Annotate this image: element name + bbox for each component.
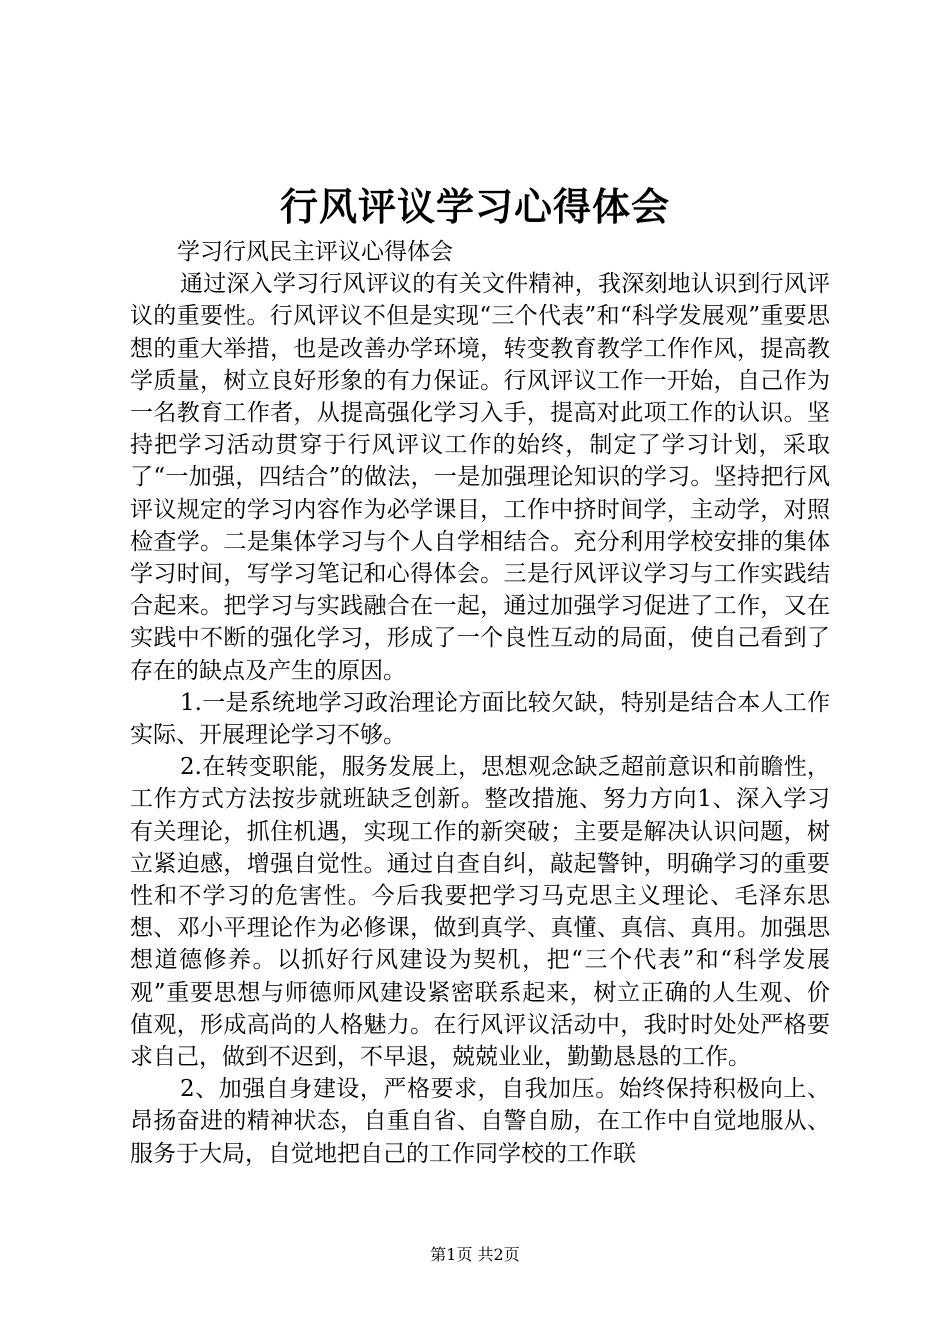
- document-title: 行风评议学习心得体会: [279, 184, 670, 229]
- body-paragraph: 1.一是系统地学习政治理论方面比较欠缺，特别是结合本人工作实际、开展理论学习不够。: [130, 689, 830, 749]
- page-number-footer: 第1页 共2页: [430, 1245, 520, 1264]
- body-paragraph: 2、加强自身建设，严格要求，自我加压。始终保持积极向上、昂扬奋进的精神状态，自重自省、自警自励，在工作中自觉地服从、服务于大局，自觉地把自己的工作同学校的工作联: [130, 1076, 830, 1167]
- body-paragraph: 通过深入学习行风评议的有关文件精神，我深刻地认识到行风评议的重要性。行风评议不但是实现“三个代表”和“科学发展观”重要思想的重大举措，也是改善办学环境，转变教育教学工作作风，提高教学质量，树立良好形象的有力保证。行风评议工作一开始，自己作为一名教育工作者，从提高强化学习入手，提高对此项工作的认识。坚持把学习活动贯穿于行风评议工作的始终，制定了学习计划，采取了“一加强，四结合”的做法，一是加强理论知识的学习。坚持把行风评议规定的学习内容作为必学课目，工作中挤时间学，主动学，对照检查学。二是集体学习与个人自学相结合。充分利用学校安排的集体学习时间，写学习笔记和心得体会。三是行风评议学习与工作实践结合起来。把学习与实践融合在一起，通过加强学习促进了工作，又在实践中不断的强化学习，形成了一个良性互动的局面，使自己看到了存在的缺点及产生的原因。: [130, 271, 830, 684]
- document-subtitle: 学习行风民主评议心得体会: [177, 239, 453, 265]
- body-paragraph: 2.在转变职能，服务发展上，思想观念缺乏超前意识和前瞻性，工作方式方法按步就班缺乏创新。整改措施、努力方向1、深入学习有关理论，抓住机遇，实现工作的新突破；主要是解决认识问题，树立紧迫感，增强自觉性。通过自查自纠，敲起警钟，明确学习的重要性和不学习的危害性。今后我要把学习马克思主义理论、毛泽东思想、邓小平理论作为必修课，做到真学、真懂、真信、真用。加强思想道德修养。以抓好行风建设为契机，把“三个代表”和“科学发展观”重要思想与师德师风建设紧密联系起来，树立正确的人生观、价值观，形成高尚的人格魅力。在行风评议活动中，我时时处处严格要求自己，做到不迟到，不早退，兢兢业业，勤勤恳恳的工作。: [130, 754, 830, 1071]
- document-body: [130, 236, 830, 1170]
